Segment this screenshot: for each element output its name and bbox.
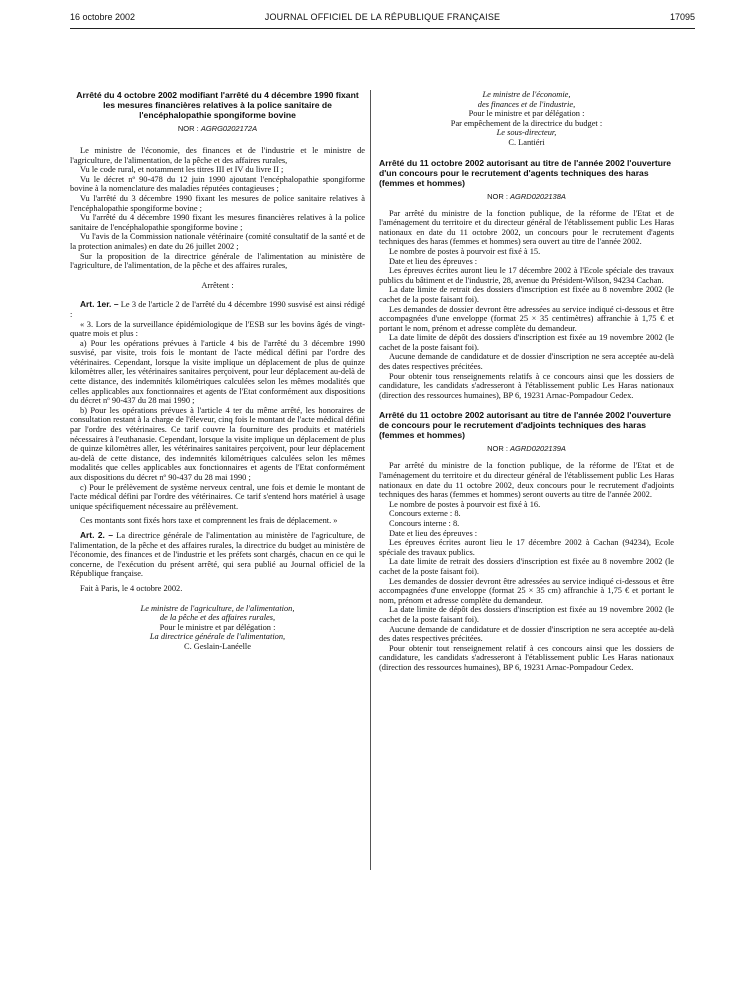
article-1-text: Le 3 de l'article 2 de l'arrêté du 4 décembre 1990 susvisé est ainsi rédigé :	[70, 300, 365, 319]
sig-line: Le ministre de l'économie,	[482, 90, 571, 99]
header-rule	[70, 28, 695, 29]
left-column	[70, 90, 365, 652]
article-paragraph: « 3. Lors de la surveillance épidémiologique de l'ESB sur les bovins âgés de vingt-quatre mois et plus :	[70, 319, 365, 339]
body-paragraph: La date limite de retrait des dossiers d'inscription est fixée au 8 novembre 2002 (le cachet de la poste faisant foi).	[379, 557, 674, 576]
article-paragraph: Ces montants sont fixés hors taxe et comprennent les frais de déplacement. »	[80, 516, 338, 526]
intro-paragraph: Sur la proposition de la directrice générale de l'alimentation au ministère de l'agriculture, de l'alimentation, de la pêche et des affaires rurales,	[70, 251, 365, 271]
nor-label: NOR :	[487, 191, 508, 201]
arretent: Arrêtent :	[201, 280, 234, 290]
decree-title: Arrêté du 11 octobre 2002 autorisant au titre de l'année 2002 l'ouverture de concours pour le recrutement d'adjoints techniques des haras (femmes et hommes)	[379, 410, 672, 441]
article-2-text: La directrice générale de l'alimentation au ministère de l'agriculture, de l'alimentation, de la pêche et des affaires rurales, la directrice du budget au ministère de l'économie, des finances et de l'industrie et les préfets sont chargés, chacun en ce qui le concerne, de l'exécution du présent arrêté, qui sera publié au Journal officiel de la République française.	[70, 530, 365, 579]
nor-code: AGRD0202138A	[510, 191, 566, 201]
signature-block	[70, 604, 365, 652]
intro-paragraph: Vu l'avis de la Commission nationale vétérinaire (comité consultatif de la santé et de la protection animales) en date du 26 juillet 2002 ;	[70, 232, 365, 251]
body-paragraph: Les épreuves écrites auront lieu le 17 décembre 2002 à Cachan (94234), Ecole spéciale des travaux publics.	[379, 538, 674, 557]
intro-paragraph: Vu l'arrêté du 4 décembre 1990 fixant les mesures financières relatives à la police sanitaire de l'encéphalopathie spongiforme bovine ;	[70, 213, 365, 232]
intro-paragraph: Vu le code rural, et notamment les titres III et IV du livre II ;	[80, 165, 284, 175]
intro-paragraph: Vu le décret nº 90-478 du 12 juin 1990 ajoutant l'encéphalopathie spongiforme bovine à la nomenclature des maladies réputées contagieuses ;	[70, 174, 365, 194]
right-column	[379, 90, 674, 673]
signatory-name: C. Geslain-Lanéelle	[184, 641, 251, 651]
article-2	[70, 531, 365, 579]
sig-line: Le ministre de l'agriculture, de l'alimentation,	[140, 603, 295, 613]
sig-line: Pour le ministre et par délégation :	[468, 109, 585, 119]
article-2-label: Art. 2. –	[80, 529, 114, 540]
header-date: 16 octobre 2002	[70, 12, 136, 22]
body-paragraph: Aucune demande de candidature et de dossier d'inscription ne sera acceptée au-delà des dates respectives précitées.	[379, 624, 674, 644]
body-paragraph: Date et lieu des épreuves :	[389, 528, 478, 538]
signature-block	[379, 90, 674, 148]
sig-line: des finances et de l'industrie,	[477, 99, 576, 109]
body-paragraph: La date limite de retrait des dossiers d'inscription est fixée au 8 novembre 2002 (le cachet de la poste faisant foi).	[379, 285, 674, 304]
body-paragraph: Pour obtenir tout renseignement relatif à ces concours ainsi que les dossiers de candidature, les candidats s'adresseront à l'établissement public Les Haras nationaux (direction des ressources humaines), BP 6, 19231 Arnac-Pompadour Cedex.	[379, 643, 674, 672]
body-paragraph: La date limite de dépôt des dossiers d'inscription est fixée au 19 novembre 2002 (le cachet de la poste faisant foi).	[379, 333, 674, 352]
article-paragraph: a) Pour les opérations prévues à l'article 4 bis de l'arrêté du 3 décembre 1990 susvisé, par visite, trois fois le montant de l'acte médical défini par l'ordre des vétérinaires. Cependant, lorsque la visite implique un déplacement de plus de quinze kilomètres aller, les vétérinaires sanitaires perçoivent, pour leur déplacement au-delà de cette distance, des indemnités kilométriques calculées selon les mêmes modalités que celles applicables aux fonctionnaires et agents de l'Etat conformément aux dispositions du décret nº 90-437 du 28 mai 1990 ;	[70, 338, 365, 406]
sig-line: Le sous-directeur,	[496, 128, 557, 138]
body-paragraph: Par arrêté du ministre de la fonction publique, de la réforme de l'Etat et de l'aménagement du territoire et du directeur général de l'établissement public Les Haras nationaux en date du 11 octobre 2002, deux concours pour le recrutement d'adjoints techniques des haras (femmes et hommes) seront ouverts au titre de l'année 2002.	[379, 461, 674, 500]
intro-paragraph: Vu l'arrêté du 3 décembre 1990 fixant les mesures de police sanitaire relatives à l'encéphalopathie spongiforme bovine ;	[70, 193, 365, 213]
nor-code: AGRD0202139A	[510, 444, 566, 454]
fait-a-paris: Fait à Paris, le 4 octobre 2002.	[80, 583, 183, 593]
nor-code: AGRG0202172A	[200, 124, 258, 133]
signatory-name: C. Lantiéri	[508, 137, 545, 147]
body-paragraph: Concours interne : 8.	[389, 519, 460, 528]
article-1-label: Art. 1er. –	[80, 299, 119, 310]
body-paragraph: Les demandes de dossier devront être adressées au service indiqué ci-dessous et être accompagnées d'une enveloppe (format 25 × 35 cm) affranchie à 1,75 € et portant le nom, prénom et adresse complète du demandeur.	[379, 576, 674, 605]
decree-title: Arrêté du 4 octobre 2002 modifiant l'arrêté du 4 décembre 1990 fixant les mesures financières relatives à la police sanitaire de l'encéphalopathie spongiforme bovine	[76, 90, 359, 120]
journal-title: JOURNAL OFFICIEL DE LA RÉPUBLIQUE FRANÇAISE	[264, 12, 501, 22]
body-paragraph: Le nombre de postes à pourvoir est fixé à 16.	[389, 499, 541, 509]
body-paragraph: Les épreuves écrites auront lieu le 17 décembre 2002 à l'Ecole spéciale des travaux publics du bâtiment et de l'industrie, 28, avenue du Président-Wilson, 94234 Cachan.	[379, 266, 674, 285]
body-paragraph: Le nombre de postes à pourvoir est fixé à 15.	[389, 246, 541, 256]
article-1	[70, 300, 365, 319]
body-paragraph: Par arrêté du ministre de la fonction publique, de la réforme de l'Etat et de l'aménagement du territoire et du directeur général de l'établissement public Les Haras nationaux en date du 11 octobre 2002, un concours pour le recrutement d'agents techniques des haras (femmes et hommes) sera ouvert au titre de l'année 2002.	[379, 208, 674, 247]
article-paragraph: c) Pour le prélèvement de système nerveux central, une fois et demie le montant de l'acte médical défini par l'ordre des vétérinaires. Ce tarif s'entend hors matériel à usage unique spécifiquement nécessaire au prélèvement.	[70, 482, 365, 511]
body-paragraph: Les demandes de dossier devront être adressées au service indiqué ci-dessous et être accompagnées d'une enveloppe (format 25 × 35 centimètres) affranchie à 1,75 € et portant le nom, prénom et adresse complète du demandeur.	[379, 304, 674, 333]
page-number: 17095	[669, 12, 695, 22]
body-paragraph: Pour obtenir tous renseignements relatifs à ce concours ainsi que les dossiers de candidature, les candidats s'adresseront à l'établissement public Les Haras nationaux (direction des ressources humaines), BP 6, 19231 Arnac-Pompadour Cedex.	[379, 371, 674, 400]
page-header	[70, 12, 695, 26]
intro-paragraph: Le ministre de l'économie, des finances et de l'industrie et le ministre de l'agriculture, de l'alimentation, de la pêche et des affaires rurales,	[70, 146, 365, 165]
sig-line: Par empêchement de la directrice du budget :	[450, 118, 603, 128]
nor-reference	[379, 192, 674, 201]
decree-title: Arrêté du 11 octobre 2002 autorisant au titre de l'année 2002 l'ouverture d'un concours pour le recrutement d'agents techniques des haras (femmes et hommes)	[379, 157, 672, 188]
body-paragraph: Concours externe : 8.	[389, 509, 461, 519]
sig-line: de la pêche et des affaires rurales,	[159, 613, 276, 623]
nor-reference	[379, 444, 674, 453]
body-paragraph: Date et lieu des épreuves :	[389, 256, 478, 266]
body-paragraph: Aucune demande de candidature et de dossier d'inscription ne sera acceptée au-delà des dates respectives précitées.	[379, 352, 674, 372]
nor-label: NOR :	[177, 124, 199, 133]
nor-reference	[70, 124, 365, 133]
sig-line: La directrice générale de l'alimentation,	[149, 632, 286, 642]
article-paragraph: b) Pour les opérations prévues à l'article 4 ter du même arrêté, les honoraires de consultation restant à la charge de l'éleveur, cinq fois le montant de l'acte médical défini par l'ordre des vétérinaires. Ce tarif couvre la fourniture des produits et matériels nécessaires à l'euthanasie. Cependant, lorsque la visite implique un déplacement de plus de quinze kilomètres aller, les vétérinaires sanitaires perçoivent, pour leur déplacement au-delà de cette distance, des indemnités kilométriques calculées selon les mêmes modalités que celles applicables aux fonctionnaires et agents de l'Etat conformément aux dispositions du décret nº 90-437 du 28 mai 1990 ;	[70, 405, 365, 482]
body-paragraph: La date limite de dépôt des dossiers d'inscription est fixée au 19 novembre 2002 (le cachet de la poste faisant foi).	[379, 605, 674, 624]
sig-line: Pour le ministre et par délégation :	[159, 622, 276, 632]
column-divider	[370, 90, 371, 870]
nor-label: NOR :	[487, 444, 508, 454]
